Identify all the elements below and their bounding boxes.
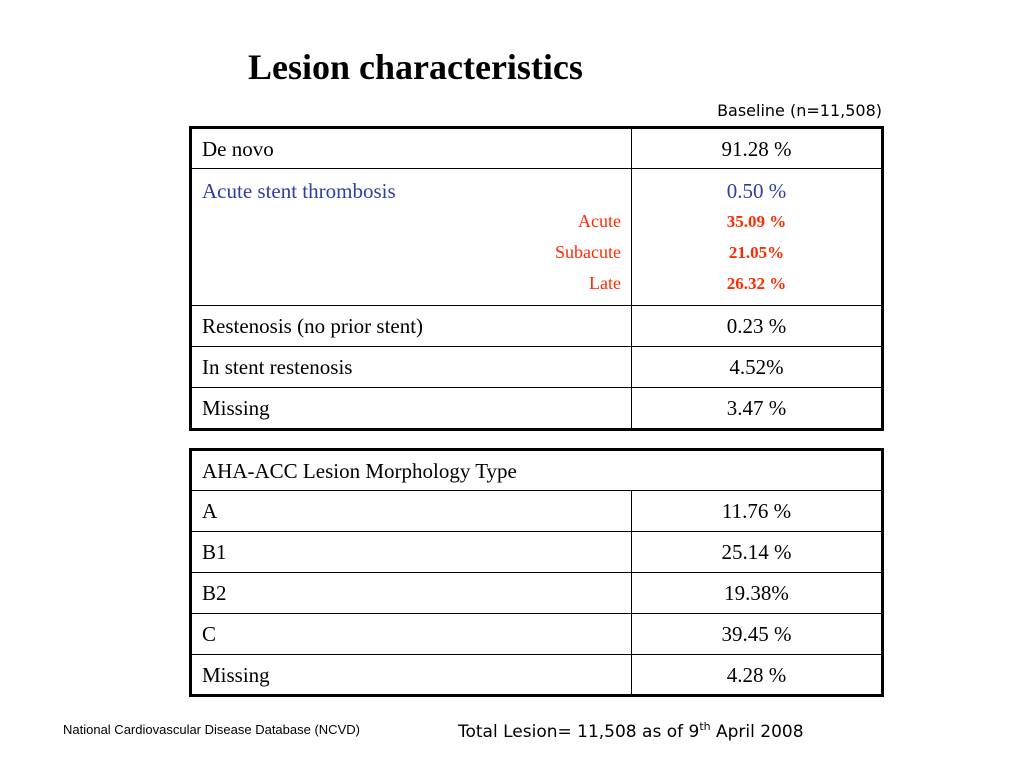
row-value: 25.14 % [632,532,883,573]
row-label: B1 [191,532,632,573]
total-lesion-note [458,720,804,744]
row-value: 91.28 % [632,128,883,169]
row-label: Missing [191,388,632,430]
row-value: 39.45 % [632,614,883,655]
slide-title: Lesion characteristics [248,47,583,87]
table-row-acute-stent-thrombosis [191,169,883,306]
morphology-header: AHA-ACC Lesion Morphology Type [191,450,883,491]
table-row [191,491,883,532]
subrow-label-acute: Acute [578,211,621,231]
subrow-value-subacute: 21.05% [728,243,785,262]
row-label: Restenosis (no prior stent) [191,306,632,347]
row-value: 0.23 % [632,306,883,347]
total-suffix: April 2008 [710,722,804,742]
row-label: De novo [191,128,632,169]
table-header-row [191,450,883,491]
table-row [191,573,883,614]
baseline-label: Baseline (n=11,508) [717,101,882,120]
total-prefix: Total Lesion= 11,508 as of 9 [458,722,700,742]
acute-stent-thrombosis-value-cell [632,169,883,306]
table-row [191,306,883,347]
row-label: A [191,491,632,532]
row-value: 11.76 % [632,491,883,532]
lesion-characteristics-table [189,126,884,431]
table-row [191,388,883,430]
subrow-value-acute: 35.09 % [726,212,787,231]
table-row [191,614,883,655]
subrow-label-late: Late [589,273,621,293]
row-value: 0.50 % [726,179,787,203]
row-label: In stent restenosis [191,347,632,388]
row-value: 3.47 % [632,388,883,430]
table-row [191,128,883,169]
acute-stent-thrombosis-label-cell [191,169,632,306]
row-value: 4.52% [632,347,883,388]
row-value: 4.28 % [632,655,883,696]
morphology-type-table [189,448,884,697]
subrow-label-subacute: Subacute [555,242,621,262]
row-label: Acute stent thrombosis [202,179,396,203]
row-label: C [191,614,632,655]
row-label: Missing [191,655,632,696]
ordinal-suffix: th [699,720,711,733]
table-row [191,347,883,388]
row-label: B2 [191,573,632,614]
subrow-value-late: 26.32 % [726,274,787,293]
source-footnote: National Cardiovascular Disease Database (NCVD) [63,722,360,737]
table-row [191,532,883,573]
row-value: 19.38% [632,573,883,614]
table-row [191,655,883,696]
